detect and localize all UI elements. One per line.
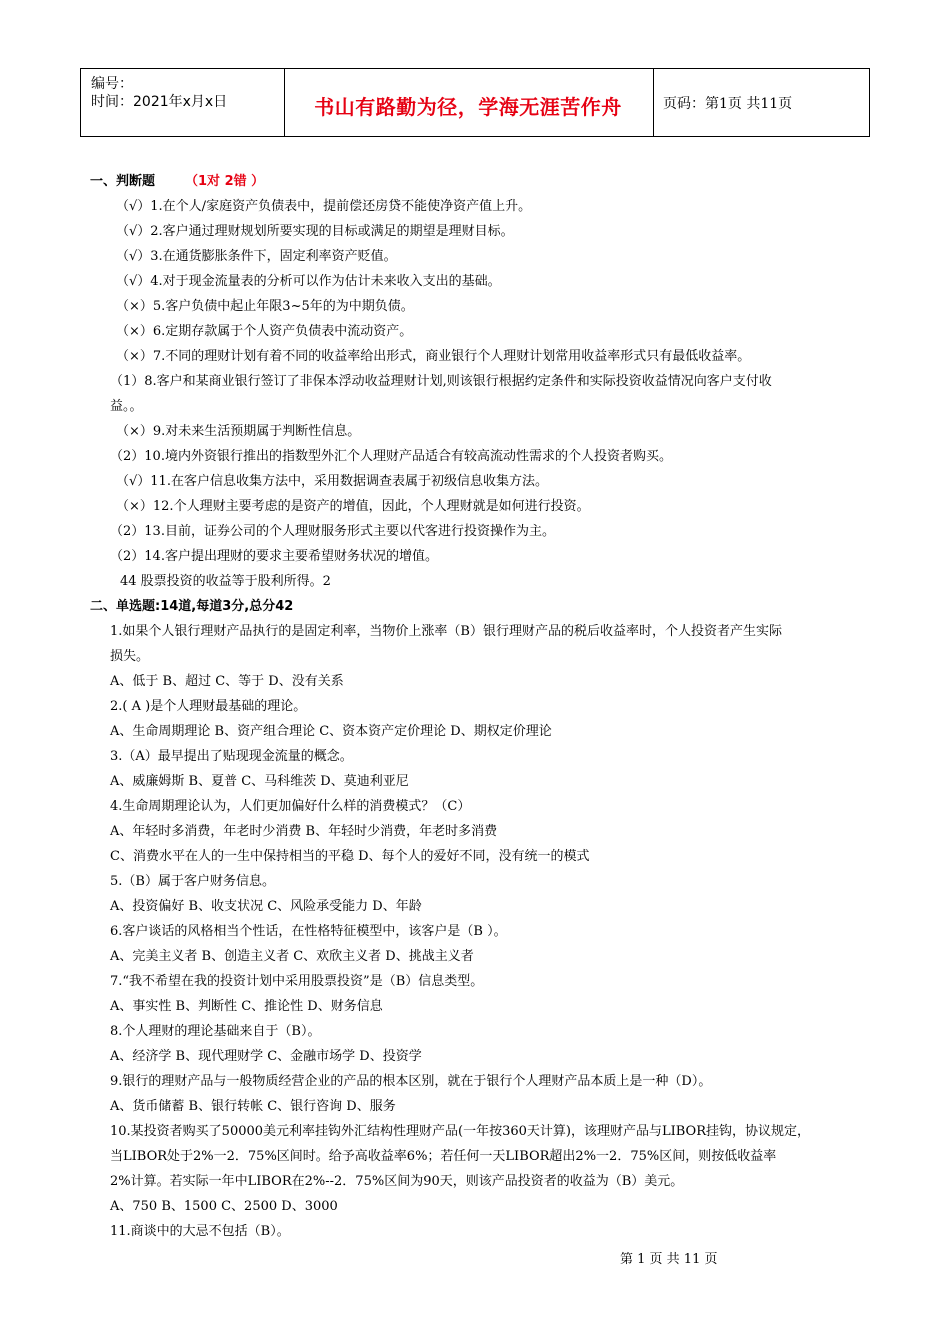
mc-line-14: A、完美主义者 B、创造主义者 C、欢欣主义者 D、挑战主义者 xyxy=(110,949,474,964)
mc-line-16: A、事实性 B、判断性 C、推论性 D、财务信息 xyxy=(110,999,383,1014)
mc-line-15: 7.“我不希望在我的投资计划中采用股票投资”是（B）信息类型。 xyxy=(110,974,484,989)
mc-line-11: 5.（B）属于客户财务信息。 xyxy=(110,874,275,889)
section2-title: 二、单选题:14道,每道3分,总分42 xyxy=(90,599,294,614)
mc-line-8: 4.生命周期理论认为，人们更加偏好什么样的消费模式？（C） xyxy=(110,799,471,814)
header-info-cell xyxy=(80,69,285,136)
number-label: 编号： xyxy=(91,76,133,92)
mc-line-9: A、年轻时多消费，年老时少消费 B、年轻时少消费，年老时多消费 xyxy=(110,824,498,839)
date-label: 时间：2021年x月x日 xyxy=(91,94,228,110)
mc-line-17: 8.个人理财的理论基础来自于（B）。 xyxy=(110,1024,321,1039)
page-header xyxy=(80,68,870,137)
mc-line-24: A、750 B、1500 C、2500 D、3000 xyxy=(110,1199,338,1214)
section1-heading xyxy=(90,170,264,189)
mc-line-21: 10.某投资者购买了50000美元利率挂钩外汇结构性理财产品(一年按360天计算)，该理财产品与LIBOR挂钩，协议规定， xyxy=(110,1124,810,1139)
mc-line-19: 9.银行的理财产品与一般物质经营企业的产品的根本区别，就在于银行个人理财产品本质上是一种（D）。 xyxy=(110,1074,712,1089)
mc-line-1: 1.如果个人银行理财产品执行的是固定利率，当物价上涨率（B）银行理财产品的税后收益率时，个人投资者产生实际 xyxy=(110,624,782,639)
judge-item-8-cont: 益。。 xyxy=(110,399,143,414)
section1-hint: （1对 2错 ） xyxy=(185,174,265,189)
judge-item-13: （2）13.目前，证券公司的个人理财服务形式主要以代客进行投资操作为主。 xyxy=(110,524,555,539)
judge-item-7: （×）7.不同的理财计划有着不同的收益率给出形式，商业银行个人理财计划常用收益率形式只有最低收益率。 xyxy=(116,349,751,364)
judge-item-2: （√）2.客户通过理财规划所要实现的目标或满足的期望是理财目标。 xyxy=(116,224,514,239)
judge-item-6: （×）6.定期存款属于个人资产负债表中流动资产。 xyxy=(116,324,413,339)
mc-line-18: A、经济学 B、现代理财学 C、金融市场学 D、投资学 xyxy=(110,1049,422,1064)
page-footer: 第 1 页 共 11 页 xyxy=(620,1252,718,1267)
judge-item-3: （√）3.在通货膨胀条件下，固定利率资产贬值。 xyxy=(116,249,397,264)
judge-item-10: （2）10.境内外资银行推出的指数型外汇个人理财产品适合有较高流动性需求的个人投资者购买。 xyxy=(110,449,672,464)
mc-line-2: 损失。 xyxy=(110,649,150,664)
mc-line-23: 2%计算。若实际一年中LIBOR在2%--2．75%区间为90天，则该产品投资者的收益为（B）美元。 xyxy=(110,1174,684,1189)
mc-line-20: A、货币储蓄 B、银行转帐 C、银行咨询 D、服务 xyxy=(110,1099,396,1114)
judge-item-5: （×）5.客户负债中起止年限3~5年的为中期负债。 xyxy=(116,299,414,314)
judge-item-4: （√）4.对于现金流量表的分析可以作为估计未来收入支出的基础。 xyxy=(116,274,501,289)
mc-line-4: 2.( A )是个人理财最基础的理论。 xyxy=(110,699,307,714)
section1-title: 一、判断题 xyxy=(90,174,156,189)
mc-line-10: C、消费水平在人的一生中保持相当的平稳 D、每个人的爱好不同，没有统一的模式 xyxy=(110,849,590,864)
motto: 书山有路勤为径，学海无涯苦作舟 xyxy=(314,95,622,119)
judge-item-14: （2）14.客户提出理财的要求主要希望财务状况的增值。 xyxy=(110,549,438,564)
mc-line-13: 6.客户谈话的风格相当个性话，在性格特征模型中，该客户是（B ）。 xyxy=(110,924,507,939)
judge-item-1: （√）1.在个人/家庭资产负债表中，提前偿还房贷不能使净资产值上升。 xyxy=(116,199,532,214)
judge-item-44: 44 股票投资的收益等于股利所得。2 xyxy=(120,574,331,589)
header-motto-cell xyxy=(283,69,654,136)
page-info: 页码：第1页 共11页 xyxy=(663,96,793,112)
judge-item-12: （×）12.个人理财主要考虑的是资产的增值，因此，个人理财就是如何进行投资。 xyxy=(116,499,590,514)
mc-line-12: A、投资偏好 B、收支状况 C、风险承受能力 D、年龄 xyxy=(110,899,422,914)
mc-line-22: 当LIBOR处于2%一2．75%区间时。给予高收益率6%；若任何一天LIBOR超出2%一2．75%区间，则按低收益率 xyxy=(110,1149,777,1164)
mc-line-3: A、低于 B、超过 C、等于 D、没有关系 xyxy=(110,674,344,689)
mc-line-6: 3.（A）最早提出了贴现现金流量的概念。 xyxy=(110,749,353,764)
mc-line-25: 11.商谈中的大忌不包括（B）。 xyxy=(110,1224,290,1239)
header-page-cell xyxy=(653,69,870,136)
judge-item-9: （×）9.对未来生活预期属于判断性信息。 xyxy=(116,424,361,439)
judge-item-11: （√）11.在客户信息收集方法中，采用数据调查表属于初级信息收集方法。 xyxy=(116,474,548,489)
mc-line-5: A、生命周期理论 B、资产组合理论 C、资本资产定价理论 D、期权定价理论 xyxy=(110,724,552,739)
mc-line-7: A、威廉姆斯 B、夏普 C、马科维茨 D、莫迪利亚尼 xyxy=(110,774,409,789)
judge-item-8: （1）8.客户和某商业银行签订了非保本浮动收益理财计划,则该银行根据约定条件和实际投资收益情况向客户支付收 xyxy=(110,374,772,389)
